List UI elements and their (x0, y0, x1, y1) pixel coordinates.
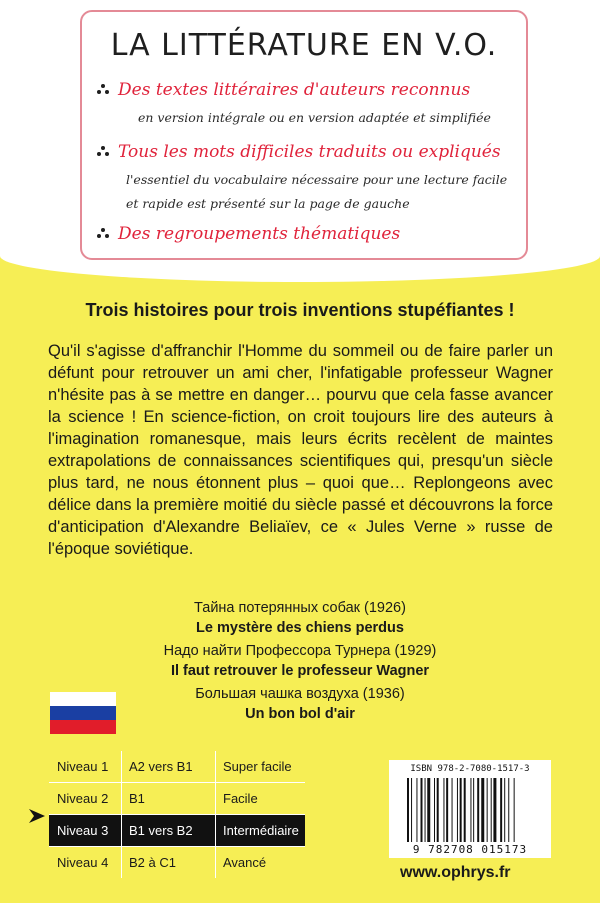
point-3: Des regroupements thématiques (96, 224, 400, 244)
flag-stripe-blue (50, 706, 116, 720)
headline: Trois histoires pour trois inventions stupéfiantes ! (85, 300, 515, 320)
level-row-active: Niveau 3 B1 vers B2 Intermédiaire (49, 815, 305, 846)
table-divider (121, 751, 122, 878)
level-row: Niveau 4 B2 à C1 Avancé (57, 855, 267, 870)
story-3-french-title: Un bon bol d'air (245, 706, 355, 722)
story-2-french-title: Il faut retrouver le professeur Wagner (170, 663, 430, 679)
story-2-russian-title: Надо найти Профессора Турнера (1929) (163, 643, 437, 659)
triangle-dots-icon (96, 146, 110, 158)
point-2-detail-line-2: et rapide est présenté sur la page de gauche (126, 196, 410, 211)
isbn-block (389, 760, 551, 858)
point-1-detail: en version intégrale ou en version adaptée et simplifiée (138, 110, 491, 125)
table-divider (49, 782, 305, 783)
story-1-french-title: Le mystère des chiens perdus (196, 620, 404, 636)
isbn-label: ISBN 978-2-7080-1517-3 (410, 764, 530, 774)
top-white-panel (0, 0, 600, 282)
level-row: Niveau 1 A2 vers B1 Super facile (57, 759, 292, 774)
triangle-dots-icon (96, 84, 110, 96)
website-url[interactable]: www.ophrys.fr (400, 864, 511, 881)
story-1 (0, 598, 600, 638)
table-divider (49, 814, 305, 815)
flag-stripe-white (50, 692, 116, 706)
collection-frame (80, 10, 528, 260)
collection-title: LA LITTÉRATURE EN V.O. (110, 28, 498, 63)
table-divider (49, 846, 305, 847)
story-3-russian-title: Большая чашка воздуха (1936) (195, 686, 405, 702)
point-1: Des textes littéraires d'auteurs reconnus (96, 80, 470, 100)
story-2 (0, 641, 600, 681)
barcode-number: 9 782708 015173 (412, 843, 528, 856)
level-table (49, 751, 305, 878)
level-row: Niveau 2 B1 Facile (57, 791, 258, 806)
point-2-detail-line-1: l'essentiel du vocabulaire nécessaire pour une lecture facile (126, 172, 508, 187)
back-cover-text: Qu'il s'agisse d'affranchir l'Homme du sommeil ou de faire parler un défunt pour retrouver un ami cher, l'infatigable professeur Wagner n'hésite pas à se mettre en danger… pourvu que cela fasse avancer la science ! En science-fiction, on croit toujours lire des auteurs à l'imagination romanesque, mais leurs écrits recèlent de maintes extrapolations de connaissances scientifiques qui, presqu'un siècle plus tard, ne nous étonnent plus – quoi que… Replongeons avec délice dans la première moitié du siècle passé et découvrons la force d'anticipation d'Alexandre Beliaïev, ce « Jules Verne » russe de l'époque soviétique. (48, 342, 553, 558)
story-1-russian-title: Тайна потерянных собак (1926) (194, 600, 406, 616)
triangle-dots-icon (96, 228, 110, 240)
arrow-right-icon (28, 808, 46, 824)
flag-stripe-red (50, 720, 116, 734)
point-2: Tous les mots difficiles traduits ou expliqués (96, 142, 501, 162)
table-divider (215, 751, 216, 878)
russian-flag (50, 692, 116, 734)
barcode-icon (407, 778, 541, 842)
